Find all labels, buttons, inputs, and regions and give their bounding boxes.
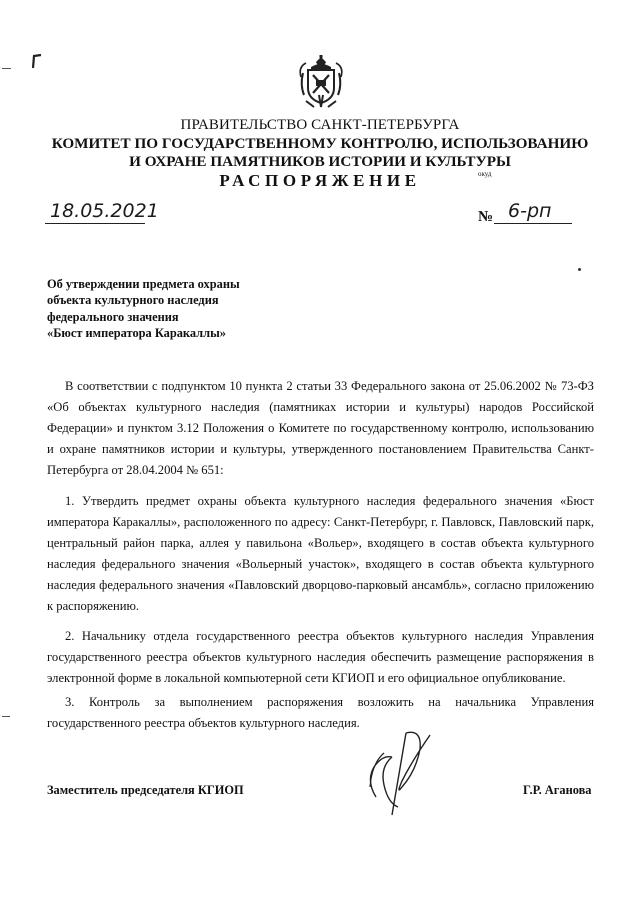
document-number: 6-рп	[508, 200, 552, 222]
coat-of-arms-emblem	[298, 55, 344, 111]
committee-title-line1: КОМИТЕТ ПО ГОСУДАРСТВЕННОМУ КОНТРОЛЮ, ИСПОЛЬЗОВАНИЮ	[51, 135, 589, 152]
date-underline	[45, 223, 145, 224]
okud-label: окуд	[478, 170, 492, 178]
committee-title-line2: И ОХРАНЕ ПАМЯТНИКОВ ИСТОРИИ И КУЛЬТУРЫ	[129, 153, 511, 170]
number-underline	[494, 223, 572, 224]
item-3-paragraph: 3. Контроль за выполнением распоряжения возложить на начальника Управления государственного реестра объектов культурного наследия.	[47, 695, 594, 730]
government-title: ПРАВИТЕЛЬСТВО САНКТ-ПЕТЕРБУРГА	[180, 117, 460, 133]
number-sign: №	[478, 209, 494, 225]
signatory-position: Заместитель председателя КГИОП	[47, 783, 244, 797]
subject-line: «Бюст императора Каракаллы»	[47, 325, 226, 340]
corner-scan-mark	[30, 52, 44, 70]
committee-title	[40, 135, 600, 171]
document-date: 18.05.2021	[50, 200, 159, 222]
item-1-paragraph: 1. Утвердить предмет охраны объекта культурного наследия федерального значения «Бюст императора Каракаллы», расположенного по адресу: Санкт-Петербург, г. Павловск, Павловский парк, центральный район парка, аллея у павильона «Вольер», входящего в состав объекта культурного наследия федерального значения «Вольерный участок», входящего в состав объекта культурного наследия федерального значения «Павловский дворцово-парковый ансамбль», согласно приложению к распоряжению.	[47, 494, 594, 613]
document-subject	[47, 276, 240, 341]
margin-tick	[2, 68, 11, 69]
preamble-paragraph: В соответствии с подпунктом 10 пункта 2 статьи 33 Федерального закона от 25.06.2002 № 73-ФЗ «Об объектах культурного наследия (памятниках истории и культуры) народов Российской Федерации» и пунктом 3.12 Положения о Комитете по государственному контролю, использованию и охране памятников истории и культуры, утвержденного постановлением Правительства Санкт-Петербурга от 28.04.2004 № 651:	[47, 379, 594, 477]
item-2-paragraph: 2. Начальнику отдела государственного реестра объектов культурного наследия Управления государственного реестра объектов культурного наследия обеспечить размещение распоряжения в электронной форме в локальной компьютерной сети КГИОП и его официальное опубликование.	[47, 629, 594, 685]
margin-tick	[2, 716, 10, 717]
scan-dot	[578, 268, 581, 271]
subject-line: объекта культурного наследия	[47, 293, 219, 308]
subject-line: Об утверждении предмета охраны	[47, 277, 240, 291]
document-type: РАСПОРЯЖЕНИЕ	[219, 171, 421, 190]
handwritten-signature	[362, 727, 434, 819]
signatory-name: Г.Р. Аганова	[523, 783, 592, 797]
subject-line: федерального значения	[47, 309, 179, 324]
